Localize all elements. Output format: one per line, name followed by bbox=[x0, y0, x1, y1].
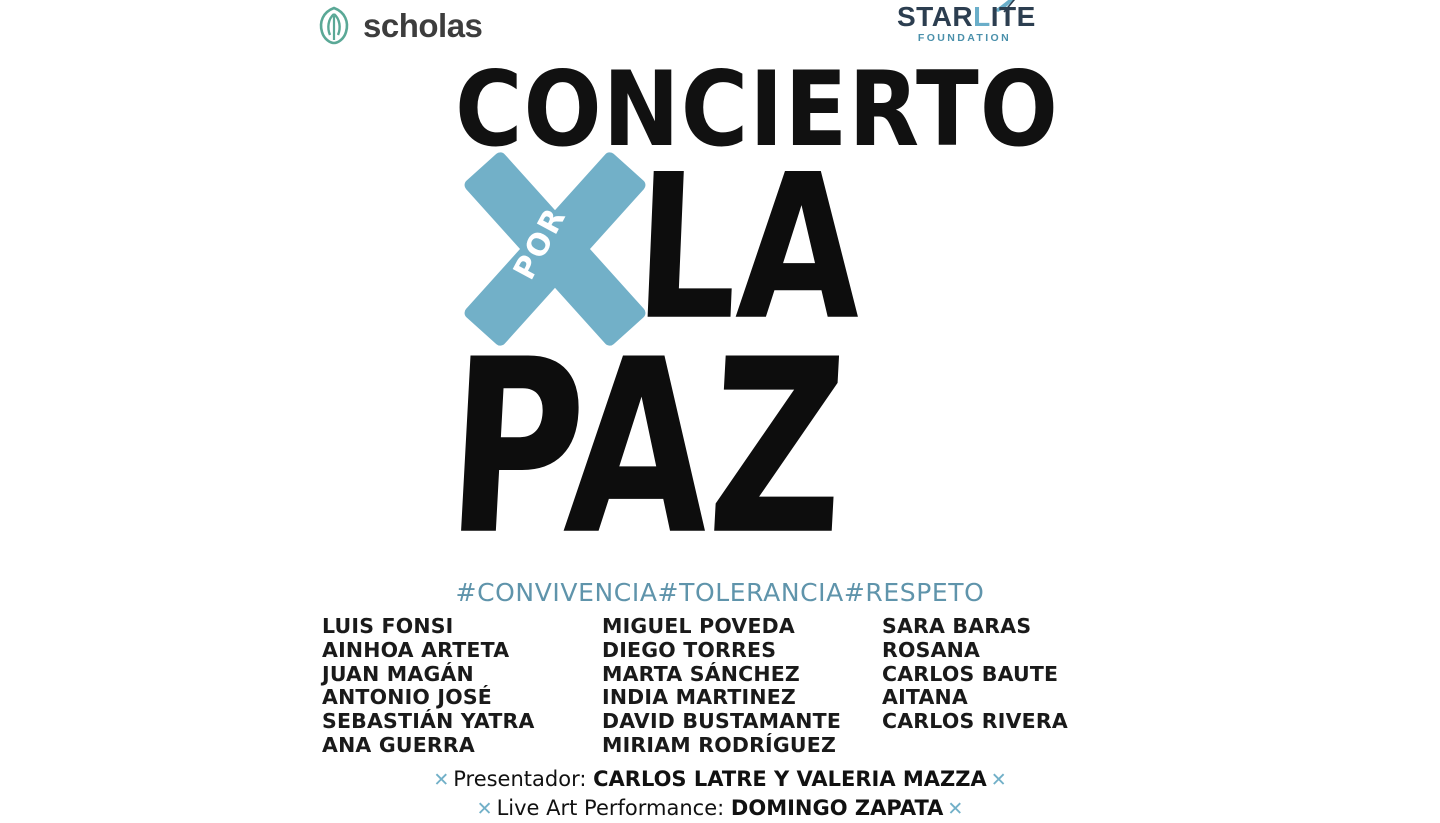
credit-presentador bbox=[0, 765, 1440, 794]
starlite-wordmark bbox=[897, 1, 1036, 32]
artist-name: MARTA SÁNCHEZ bbox=[602, 661, 800, 686]
artist-name: CARLOS BAUTE bbox=[882, 661, 1059, 686]
artist-column-3 bbox=[882, 615, 1122, 758]
credits-block bbox=[0, 765, 1440, 823]
artist-lineup bbox=[322, 615, 1122, 758]
artist-name: ROSANA bbox=[882, 637, 981, 662]
artist-name: SEBASTIÁN YATRA bbox=[322, 709, 535, 734]
title-line-paz: PAZ bbox=[441, 307, 853, 588]
x-bullet-icon: ✕ bbox=[947, 798, 964, 820]
artist-name: CARLOS RIVERA bbox=[882, 709, 1068, 734]
artist-name: INDIA MARTINEZ bbox=[602, 685, 796, 710]
hashtags: #CONVIVENCIA#TOLERANCIA#RESPETO bbox=[455, 578, 985, 607]
artist-column-2 bbox=[602, 615, 882, 758]
artist-name: LUIS FONSI bbox=[322, 614, 454, 638]
artist-name: DAVID BUSTAMANTE bbox=[602, 709, 842, 734]
starlite-word-part1: STAR bbox=[897, 1, 974, 32]
x-bullet-icon: ✕ bbox=[990, 769, 1007, 791]
artist-column-1 bbox=[322, 615, 602, 758]
artist-name: AITANA bbox=[882, 685, 968, 710]
artist-name: SARA BARAS bbox=[882, 614, 1032, 638]
artist-name: ANA GUERRA bbox=[322, 732, 475, 757]
credit-label: Presentador: bbox=[453, 767, 587, 791]
title-line-la: LA bbox=[630, 130, 867, 365]
title-line-concierto: CONCIERTO bbox=[455, 50, 1059, 170]
credit-live-art bbox=[0, 794, 1440, 823]
starlite-word-accent: L bbox=[973, 1, 991, 32]
x-bullet-icon: ✕ bbox=[433, 769, 450, 791]
x-bullet-icon: ✕ bbox=[476, 798, 493, 820]
artist-name: MIRIAM RODRÍGUEZ bbox=[602, 732, 837, 757]
artist-name: DIEGO TORRES bbox=[602, 637, 777, 662]
poster-title bbox=[0, 38, 1440, 588]
starlite-word-part2: ITE bbox=[990, 1, 1036, 32]
artist-name: ANTONIO JOSÉ bbox=[322, 685, 493, 710]
credit-value: CARLOS LATRE Y VALERIA MAZZA bbox=[593, 767, 987, 791]
starlite-subtitle: FOUNDATION bbox=[917, 32, 1012, 45]
artist-name: MIGUEL POVEDA bbox=[602, 614, 795, 638]
credit-value: DOMINGO ZAPATA bbox=[730, 796, 944, 820]
artist-name: JUAN MAGÁN bbox=[322, 661, 474, 686]
artist-name: AINHOA ARTETA bbox=[322, 637, 510, 662]
title-word-por: POR bbox=[506, 201, 574, 286]
credit-label: Live Art Performance: bbox=[496, 796, 725, 820]
scholas-wordmark: scholas bbox=[363, 6, 483, 44]
